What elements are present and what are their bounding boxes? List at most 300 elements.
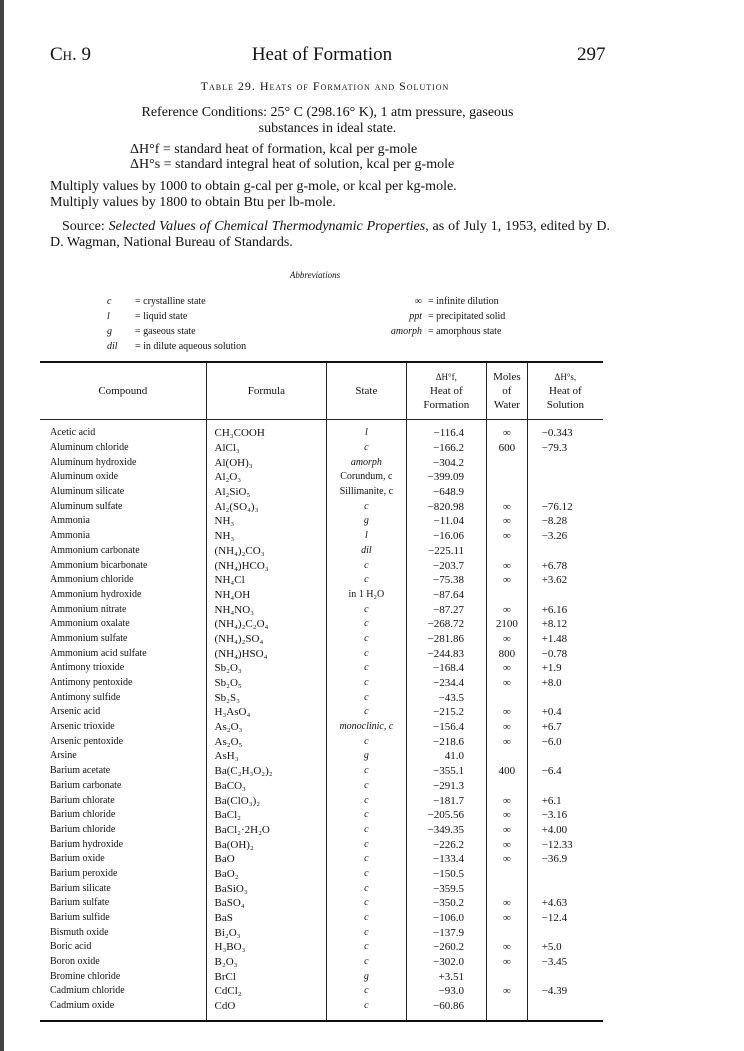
state-cell: Sillimanite, c xyxy=(327,485,406,500)
heat-of-solution-cell: +6.16 xyxy=(527,602,603,617)
compound-cell: Acetic acid xyxy=(50,427,96,439)
state-cell: l xyxy=(327,529,406,544)
table-row xyxy=(40,441,603,456)
heat-of-solution-cell xyxy=(527,881,603,896)
formula-cell: CH₃COOH xyxy=(206,420,327,441)
formula-cell: BaCl₂ xyxy=(206,808,327,823)
table-row xyxy=(40,867,603,882)
moles-of-water-cell xyxy=(487,690,528,705)
compound-cell: Ammonium nitrate xyxy=(50,603,127,615)
compound-cell: Barium peroxide xyxy=(50,867,118,879)
heat-of-solution-cell: +1.48 xyxy=(527,632,603,647)
formula-cell: Ba(C₂H₃O₂)₂ xyxy=(206,764,327,779)
state-cell: c xyxy=(327,632,406,647)
compound-cell: Bismuth oxide xyxy=(50,926,109,938)
compound-cell: Barium sulfate xyxy=(50,897,110,909)
compound-cell: Arsine xyxy=(50,750,77,762)
formula-cell: As₂O₃ xyxy=(206,720,327,735)
formula-cell: BrCl xyxy=(206,969,327,984)
heat-of-solution-cell: +8.0 xyxy=(527,676,603,691)
formula-cell: NH₃ xyxy=(206,514,327,529)
formula-cell: NH₄Cl xyxy=(206,573,327,588)
heat-of-solution-cell xyxy=(527,867,603,882)
moles-of-water-cell: ∞ xyxy=(487,955,528,970)
compound-cell: Aluminum hydroxide xyxy=(50,456,137,468)
column-header-line: Heat of xyxy=(429,385,463,397)
state-cell: c xyxy=(327,984,406,999)
table-row xyxy=(40,617,603,632)
table-row xyxy=(40,734,603,749)
heat-of-formation-cell: −60.86 xyxy=(406,999,486,1021)
moles-of-water-cell xyxy=(487,999,528,1021)
table-row xyxy=(40,896,603,911)
formula-cell: As₂O₅ xyxy=(206,734,327,749)
compound-cell: Barium chloride xyxy=(50,823,116,835)
formula-cell: CdCl₂ xyxy=(206,984,327,999)
column-header-line: ΔH°s, xyxy=(554,372,577,382)
state-cell: c xyxy=(327,793,406,808)
moles-of-water-cell: 600 xyxy=(487,441,528,456)
moles-of-water-cell: ∞ xyxy=(487,632,528,647)
heat-of-formation-cell: −166.2 xyxy=(406,441,486,456)
state-cell: g xyxy=(327,969,406,984)
formula-cell: Al(OH)₃ xyxy=(206,455,327,470)
state-cell: c xyxy=(327,808,406,823)
compound-cell: Barium chloride xyxy=(50,809,116,821)
state-cell: c xyxy=(327,661,406,676)
heat-of-solution-cell xyxy=(527,969,603,984)
heat-of-solution-cell: −12.33 xyxy=(527,837,603,852)
table-row xyxy=(40,470,603,485)
abbreviation-key: c xyxy=(107,296,112,307)
state-cell: c xyxy=(327,999,406,1021)
reference-conditions xyxy=(50,105,605,137)
compound-cell: Ammonium carbonate xyxy=(50,544,140,556)
heat-of-formation-cell: −291.3 xyxy=(406,779,486,794)
compound-cell: Barium hydroxide xyxy=(50,838,124,850)
formula-cell: H₃BO₃ xyxy=(206,940,327,955)
heat-of-formation-cell: −75.38 xyxy=(406,573,486,588)
heat-of-formation-cell: −11.04 xyxy=(406,514,486,529)
compound-cell: Bromine chloride xyxy=(50,970,121,982)
compound-cell: Barium chlorate xyxy=(50,794,115,806)
table-row xyxy=(40,764,603,779)
moles-of-water-cell: ∞ xyxy=(487,734,528,749)
state-cell: c xyxy=(327,779,406,794)
abbreviations-title: Abbreviations xyxy=(289,270,341,280)
heat-of-formation-cell: −156.4 xyxy=(406,720,486,735)
table-row xyxy=(40,779,603,794)
source-note xyxy=(50,219,610,251)
abbreviation-value: = precipitated solid xyxy=(428,311,506,322)
source-rest: as of July 1, 1953, edited by D. D. Wagman, National Bureau of Standards. xyxy=(50,219,611,250)
column-header-line: Heat of xyxy=(549,385,582,397)
table-row xyxy=(40,911,603,926)
heat-of-formation-cell: −244.83 xyxy=(406,646,486,661)
heat-of-formation-cell: −218.6 xyxy=(406,734,486,749)
table-row xyxy=(40,588,603,603)
moles-of-water-cell xyxy=(487,867,528,882)
formula-cell: BaS xyxy=(206,911,327,926)
state-cell: l xyxy=(327,420,406,441)
heat-of-solution-cell: +3.62 xyxy=(527,573,603,588)
heat-of-formation-cell: −304.2 xyxy=(406,455,486,470)
abbreviation-item xyxy=(374,324,505,339)
formula-cell: BaCl₂·2H₂O xyxy=(206,823,327,838)
heat-of-formation-cell: −16.06 xyxy=(406,529,486,544)
heat-of-formation-cell: −399.09 xyxy=(406,470,486,485)
moles-of-water-cell xyxy=(487,749,528,764)
state-cell: c xyxy=(327,734,406,749)
heat-of-formation-cell: −93.0 xyxy=(406,984,486,999)
compound-cell: Boron oxide xyxy=(50,956,100,968)
compound-cell: Ammonium acid sulfate xyxy=(50,647,147,659)
state-cell: c xyxy=(327,676,406,691)
abbreviation-key: ∞ xyxy=(414,296,422,307)
heat-of-formation-cell: −181.7 xyxy=(406,793,486,808)
moles-of-water-cell: 2100 xyxy=(487,617,528,632)
column-header-line: Compound xyxy=(98,385,148,397)
table-row xyxy=(40,632,603,647)
formula-cell: (NH₄)HSO₄ xyxy=(206,646,327,661)
compound-cell: Barium carbonate xyxy=(50,779,122,791)
table-row xyxy=(40,837,603,852)
formula-cell: Bi₂O₃ xyxy=(206,925,327,940)
reference-line: substances in ideal state. xyxy=(258,121,397,136)
moles-of-water-cell: ∞ xyxy=(487,837,528,852)
table-row xyxy=(40,749,603,764)
table-row xyxy=(40,793,603,808)
heat-of-formation-cell: −260.2 xyxy=(406,940,486,955)
heat-of-solution-cell: −0.343 xyxy=(527,420,603,441)
state-cell: c xyxy=(327,940,406,955)
table-title: Table 29. Heats of Formation and Solution xyxy=(200,79,450,93)
moles-of-water-cell: ∞ xyxy=(487,602,528,617)
moles-of-water-cell: ∞ xyxy=(487,573,528,588)
moles-of-water-cell: ∞ xyxy=(487,896,528,911)
table-row xyxy=(40,720,603,735)
heat-of-solution-cell: −76.12 xyxy=(527,499,603,514)
moles-of-water-cell xyxy=(487,544,528,559)
heat-of-solution-cell: −3.16 xyxy=(527,808,603,823)
heat-of-formation-cell: −43.5 xyxy=(406,690,486,705)
heats-table xyxy=(40,361,603,1022)
column-header-line: Formula xyxy=(247,385,285,397)
state-cell: g xyxy=(327,749,406,764)
state-cell: amorph xyxy=(327,455,406,470)
formula-cell: Ba(ClO₃)₂ xyxy=(206,793,327,808)
column-header xyxy=(487,362,528,420)
table-row xyxy=(40,940,603,955)
table-row xyxy=(40,881,603,896)
column-header-line: State xyxy=(355,385,378,397)
abbreviation-key: amorph xyxy=(390,326,422,337)
table-row xyxy=(40,852,603,867)
heat-of-solution-cell: +4.63 xyxy=(527,896,603,911)
table-row xyxy=(40,808,603,823)
table-row xyxy=(40,925,603,940)
formula-cell: BaO xyxy=(206,852,327,867)
table-row xyxy=(40,676,603,691)
heat-of-formation-cell: −302.0 xyxy=(406,955,486,970)
compound-cell: Cadmium oxide xyxy=(50,1000,115,1012)
heat-of-formation-cell: +3.51 xyxy=(406,969,486,984)
moles-of-water-cell: ∞ xyxy=(487,514,528,529)
heat-of-formation-cell: −133.4 xyxy=(406,852,486,867)
abbreviation-key: dil xyxy=(107,341,118,352)
heat-of-solution-cell xyxy=(527,455,603,470)
state-cell: c xyxy=(327,896,406,911)
formula-cell: CdO xyxy=(206,999,327,1021)
heat-of-solution-cell xyxy=(527,485,603,500)
table-row xyxy=(40,420,603,441)
heat-of-formation-cell: −205.56 xyxy=(406,808,486,823)
state-cell: c xyxy=(327,764,406,779)
compound-cell: Ammonium oxalate xyxy=(50,618,130,630)
heat-of-solution-cell xyxy=(527,690,603,705)
state-cell: in 1 H₂O xyxy=(327,588,406,603)
moles-of-water-cell xyxy=(487,485,528,500)
abbreviation-item xyxy=(374,294,505,309)
compound-cell: Aluminum sulfate xyxy=(50,500,123,512)
compound-cell: Antimony sulfide xyxy=(50,691,121,703)
heat-of-solution-cell: −12.4 xyxy=(527,911,603,926)
moles-of-water-cell: ∞ xyxy=(487,558,528,573)
compound-cell: Ammonium chloride xyxy=(50,574,134,586)
moles-of-water-cell xyxy=(487,588,528,603)
heat-of-solution-cell xyxy=(527,999,603,1021)
formula-cell: NH₄OH xyxy=(206,588,327,603)
moles-of-water-cell xyxy=(487,779,528,794)
heat-of-solution-cell: −3.26 xyxy=(527,529,603,544)
heat-of-formation-cell: −350.2 xyxy=(406,896,486,911)
page-edge-shadow xyxy=(0,0,4,1051)
moles-of-water-cell: ∞ xyxy=(487,529,528,544)
heat-of-formation-cell: −820.98 xyxy=(406,499,486,514)
compound-cell: Ammonia xyxy=(50,515,90,527)
heat-of-formation-cell: −226.2 xyxy=(406,837,486,852)
column-header xyxy=(40,362,206,420)
reference-line: Reference Conditions: 25° C (298.16° K), 1 atm pressure, gaseous xyxy=(141,105,514,120)
heat-of-formation-cell: −225.11 xyxy=(406,544,486,559)
table-body xyxy=(40,420,603,1021)
moles-of-water-cell: 400 xyxy=(487,764,528,779)
heat-of-solution-cell xyxy=(527,779,603,794)
moles-of-water-cell xyxy=(487,969,528,984)
heat-of-solution-cell xyxy=(527,470,603,485)
heat-of-formation-cell: −355.1 xyxy=(406,764,486,779)
heat-of-solution-cell: +0.4 xyxy=(527,705,603,720)
heat-of-formation-cell: −359.5 xyxy=(406,881,486,896)
column-header-line: Moles xyxy=(493,371,521,383)
heat-of-formation-cell: −150.5 xyxy=(406,867,486,882)
table-row xyxy=(40,514,603,529)
multiply-line: Multiply values by 1800 to obtain Btu per lb-mole. xyxy=(50,195,336,210)
formula-cell: BaSO₄ xyxy=(206,896,327,911)
table-row xyxy=(40,999,603,1021)
formula-cell: (NH₄)₂SO₄ xyxy=(206,632,327,647)
definition-line: ΔH°s = standard integral heat of solution, kcal per g-mole xyxy=(130,157,455,172)
table-row xyxy=(40,661,603,676)
heat-of-solution-cell: −36.9 xyxy=(527,852,603,867)
compound-cell: Barium oxide xyxy=(50,853,105,865)
heat-of-formation-cell: −349.35 xyxy=(406,823,486,838)
formula-cell: Ba(OH)₂ xyxy=(206,837,327,852)
heat-of-solution-cell: +6.1 xyxy=(527,793,603,808)
column-header xyxy=(206,362,327,420)
table-row xyxy=(40,969,603,984)
formula-cell: Sb₂O₅ xyxy=(206,676,327,691)
heat-of-formation-cell: −268.72 xyxy=(406,617,486,632)
table-row xyxy=(40,690,603,705)
definition-line: ΔH°f = standard heat of formation, kcal per g-mole xyxy=(130,142,418,157)
abbreviation-value: = liquid state xyxy=(135,311,188,322)
table-row xyxy=(40,485,603,500)
state-cell: c xyxy=(327,646,406,661)
compound-cell: Barium acetate xyxy=(50,765,111,777)
heat-of-solution-cell xyxy=(527,544,603,559)
heat-of-solution-cell: −0.78 xyxy=(527,646,603,661)
column-header-line: Water xyxy=(493,399,520,411)
compound-cell: Arsenic acid xyxy=(50,706,101,718)
abbreviation-key: g xyxy=(107,326,112,337)
table-row xyxy=(40,646,603,661)
heat-of-solution-cell: +1.9 xyxy=(527,661,603,676)
heat-of-solution-cell: −8.28 xyxy=(527,514,603,529)
column-header xyxy=(527,362,603,420)
multiply-note xyxy=(50,179,610,211)
table-row xyxy=(40,955,603,970)
heat-of-formation-cell: 41.0 xyxy=(406,749,486,764)
state-cell: c xyxy=(327,867,406,882)
abbreviation-item xyxy=(107,309,246,324)
compound-cell: Barium sulfide xyxy=(50,912,110,924)
compound-cell: Arsenic pentoxide xyxy=(50,735,124,747)
moles-of-water-cell: ∞ xyxy=(487,852,528,867)
column-header xyxy=(327,362,406,420)
source-title: Selected Values of Chemical Thermodynamic Properties, xyxy=(108,219,429,234)
moles-of-water-cell: ∞ xyxy=(487,720,528,735)
formula-cell: (NH₄)HCO₃ xyxy=(206,558,327,573)
heat-of-formation-cell: −215.2 xyxy=(406,705,486,720)
moles-of-water-cell: ∞ xyxy=(487,808,528,823)
compound-cell: Antimony trioxide xyxy=(50,662,125,674)
table-row xyxy=(40,823,603,838)
compound-cell: Aluminum chloride xyxy=(50,442,129,454)
heat-of-solution-cell: −79.3 xyxy=(527,441,603,456)
formula-cell: H₃AsO₄ xyxy=(206,705,327,720)
moles-of-water-cell: ∞ xyxy=(487,420,528,441)
moles-of-water-cell: ∞ xyxy=(487,793,528,808)
chapter-label: Ch. 9 xyxy=(50,44,92,65)
heat-of-solution-cell: −4.39 xyxy=(527,984,603,999)
abbreviation-value: = crystalline state xyxy=(135,296,206,307)
state-cell: c xyxy=(327,823,406,838)
state-cell: c xyxy=(327,955,406,970)
moles-of-water-cell: ∞ xyxy=(487,499,528,514)
state-cell: monoclinic, c xyxy=(327,720,406,735)
moles-of-water-cell: 800 xyxy=(487,646,528,661)
moles-of-water-cell: ∞ xyxy=(487,911,528,926)
table-row xyxy=(40,705,603,720)
heat-of-solution-cell xyxy=(527,925,603,940)
moles-of-water-cell: ∞ xyxy=(487,823,528,838)
column-header xyxy=(406,362,486,420)
heat-of-solution-cell: +8.12 xyxy=(527,617,603,632)
abbreviation-key: ppt xyxy=(409,311,422,322)
state-cell: c xyxy=(327,602,406,617)
heat-of-solution-cell: +6.78 xyxy=(527,558,603,573)
heat-of-formation-cell: −116.4 xyxy=(406,420,486,441)
formula-cell: Sb₂S₃ xyxy=(206,690,327,705)
multiply-line: Multiply values by 1000 to obtain g-cal per g-mole, or kcal per kg-mole. xyxy=(50,179,457,194)
page-number: 297 xyxy=(577,44,606,65)
compound-cell: Ammonia xyxy=(50,530,90,542)
heat-of-formation-cell: −648.9 xyxy=(406,485,486,500)
moles-of-water-cell xyxy=(487,470,528,485)
compound-cell: Ammonium sulfate xyxy=(50,632,128,644)
state-cell: c xyxy=(327,837,406,852)
compound-cell: Ammonium hydroxide xyxy=(50,588,142,600)
abbreviation-value: = infinite dilution xyxy=(428,296,499,307)
formula-cell: Sb₂O₃ xyxy=(206,661,327,676)
formula-cell: Al₂O₃ xyxy=(206,470,327,485)
formula-cell: NH₄NO₃ xyxy=(206,602,327,617)
formula-cell: Al₂(SO₄)₃ xyxy=(206,499,327,514)
abbreviation-key: l xyxy=(107,311,110,322)
state-cell: dil xyxy=(327,544,406,559)
heat-of-solution-cell xyxy=(527,588,603,603)
table-row xyxy=(40,984,603,999)
compound-cell: Boric acid xyxy=(50,941,92,953)
heat-of-solution-cell: +5.0 xyxy=(527,940,603,955)
table-row xyxy=(40,573,603,588)
abbreviation-value: = in dilute aqueous solution xyxy=(135,341,247,352)
moles-of-water-cell xyxy=(487,925,528,940)
abbreviation-value: = amorphous state xyxy=(428,326,502,337)
abbreviation-item xyxy=(107,339,246,354)
state-cell: c xyxy=(327,852,406,867)
heat-of-formation-cell: −234.4 xyxy=(406,676,486,691)
formula-cell: BaSiO₃ xyxy=(206,881,327,896)
heat-of-solution-cell: +4.00 xyxy=(527,823,603,838)
heat-of-solution-cell: +6.7 xyxy=(527,720,603,735)
moles-of-water-cell xyxy=(487,881,528,896)
abbreviation-item xyxy=(107,294,246,309)
heat-of-solution-cell xyxy=(527,749,603,764)
table-row xyxy=(40,544,603,559)
abbreviation-value: = gaseous state xyxy=(135,326,196,337)
heat-of-solution-cell: −3.45 xyxy=(527,955,603,970)
state-cell: c xyxy=(327,617,406,632)
state-cell: g xyxy=(327,514,406,529)
formula-cell: Al₂SiO₅ xyxy=(206,485,327,500)
compound-cell: Ammonium bicarbonate xyxy=(50,559,148,571)
state-cell: c xyxy=(327,705,406,720)
compound-cell: Cadmium chloride xyxy=(50,985,125,997)
table-row xyxy=(40,558,603,573)
compound-cell: Antimony pentoxide xyxy=(50,677,133,689)
compound-cell: Barium silicate xyxy=(50,882,111,894)
formula-cell: NH₃ xyxy=(206,529,327,544)
table-row xyxy=(40,529,603,544)
state-cell: Corundum, c xyxy=(327,470,406,485)
table-row xyxy=(40,499,603,514)
moles-of-water-cell: ∞ xyxy=(487,676,528,691)
formula-cell: AsH₃ xyxy=(206,749,327,764)
state-cell: c xyxy=(327,441,406,456)
table-header-row xyxy=(40,362,603,420)
